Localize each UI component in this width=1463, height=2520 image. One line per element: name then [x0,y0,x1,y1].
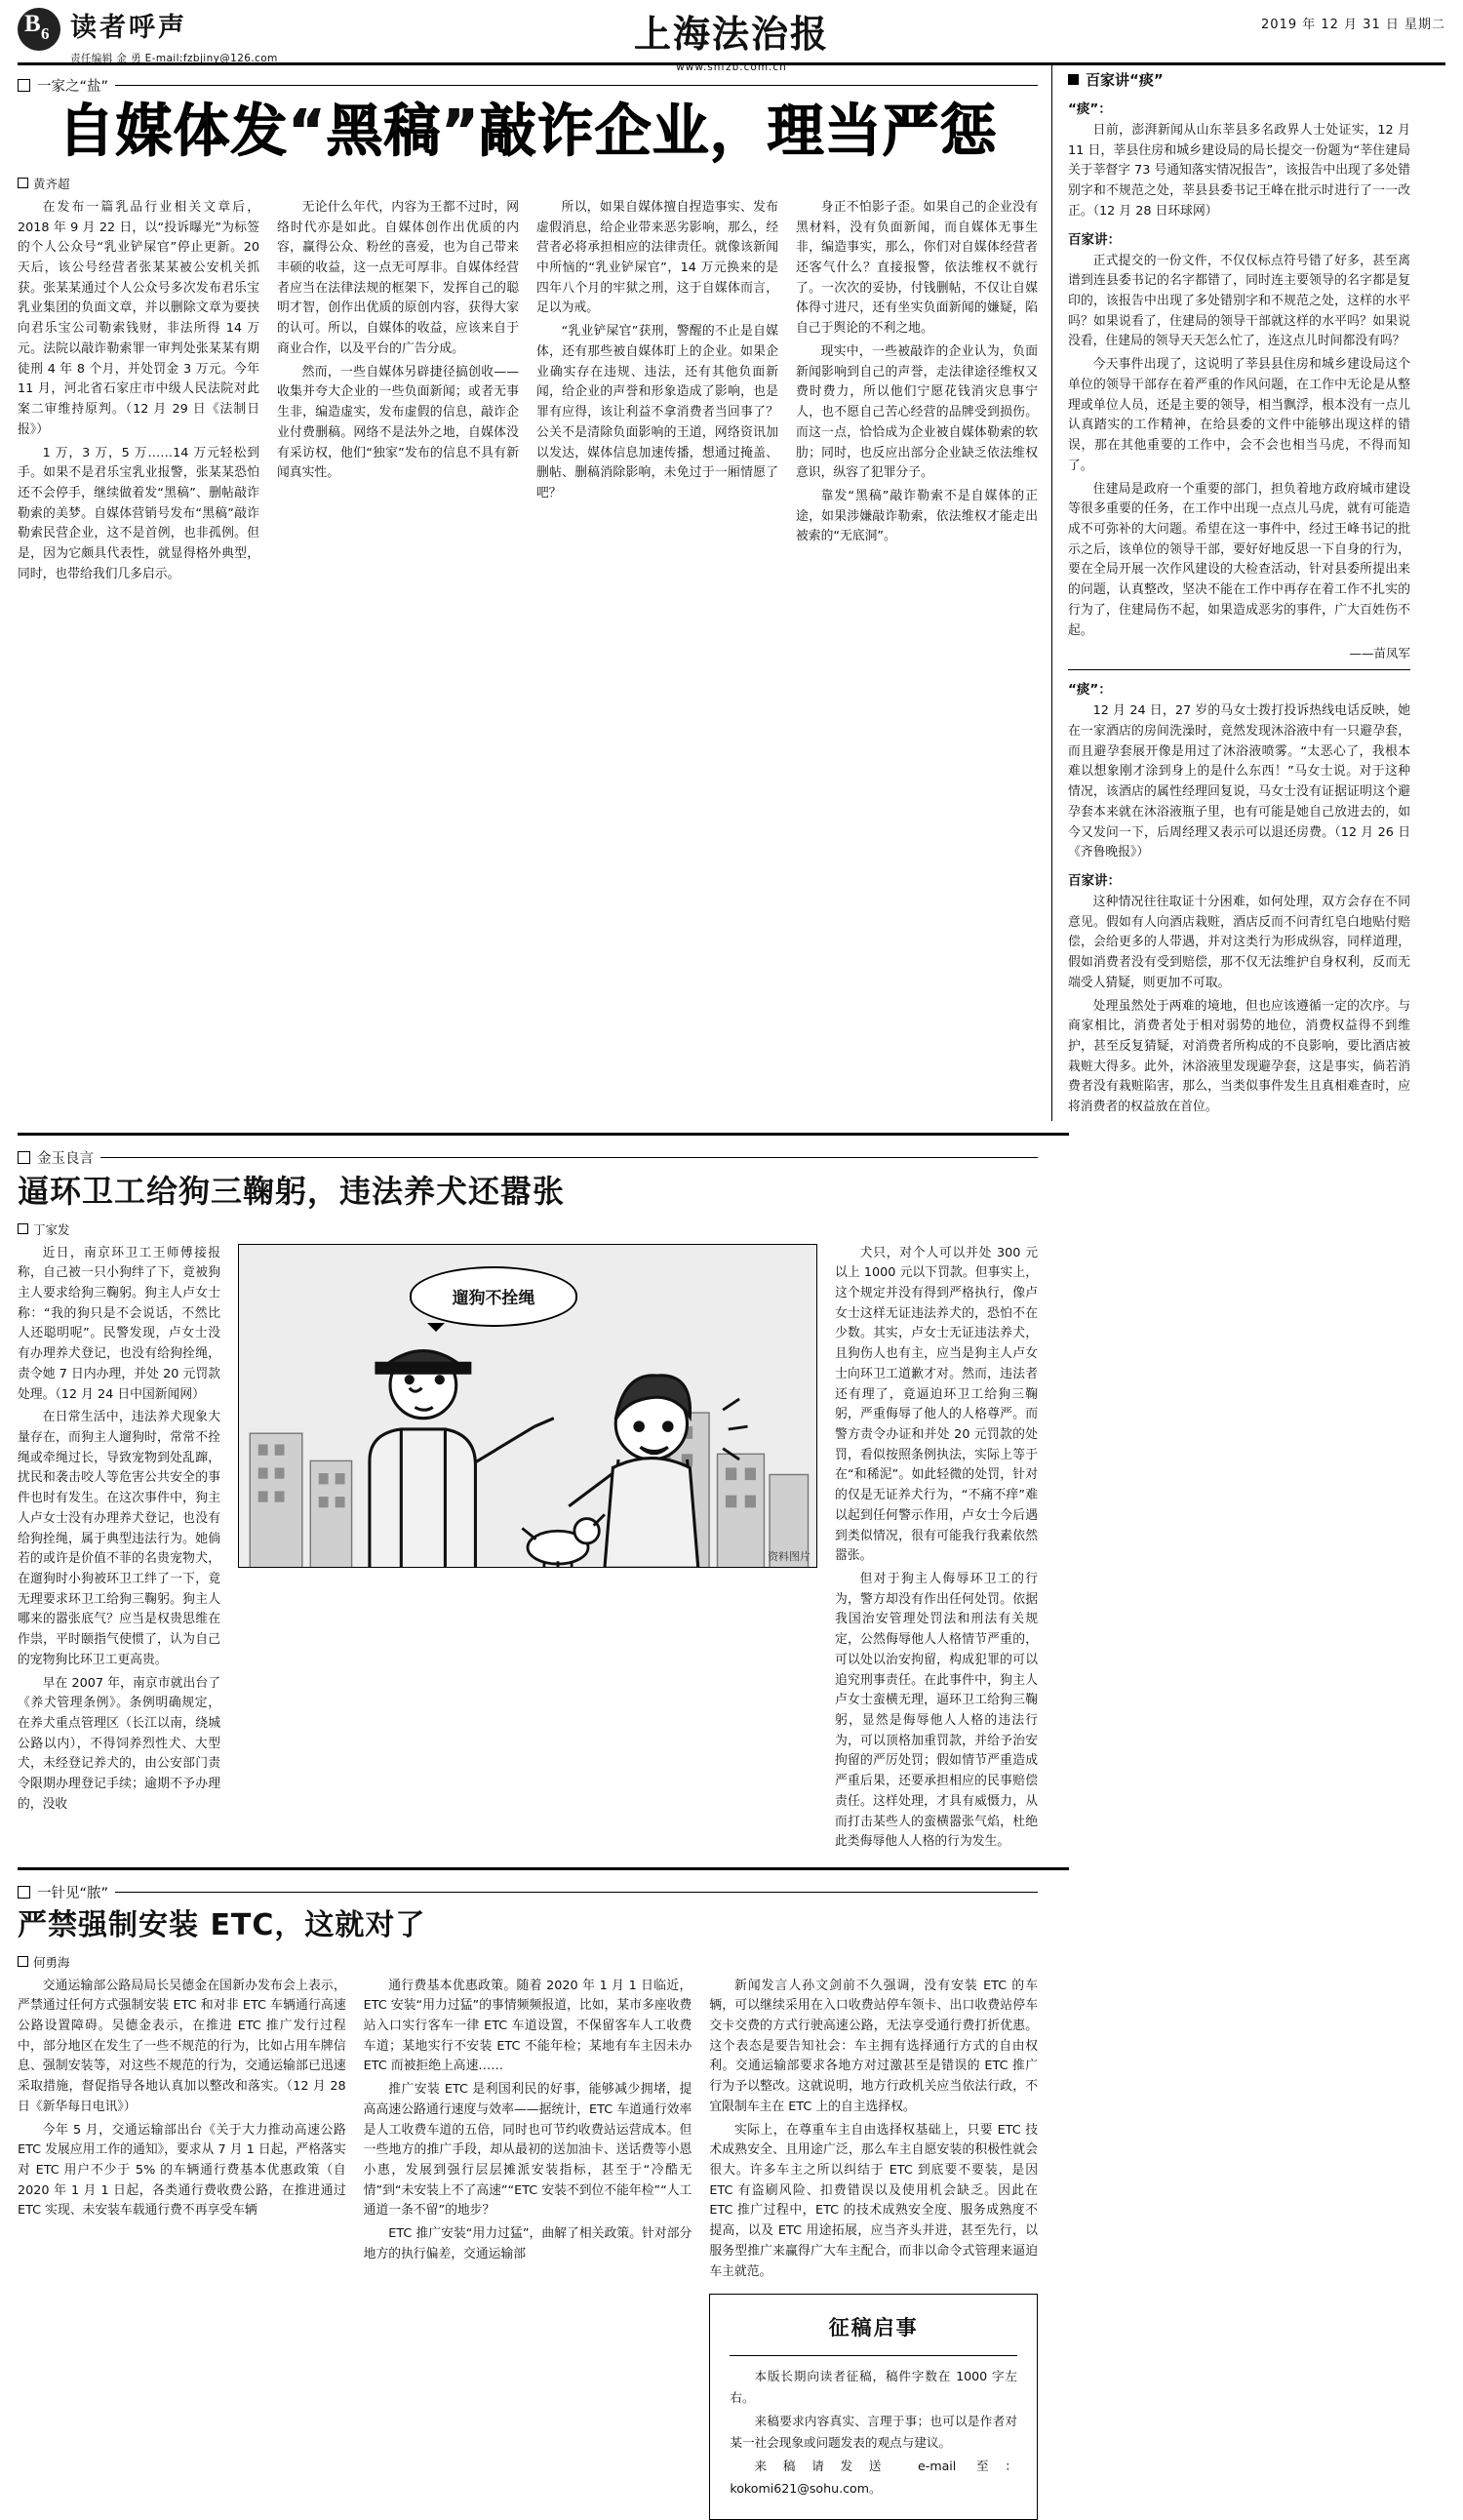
kicker-rule [115,85,1038,86]
paragraph: 但对于狗主人侮辱环卫工的行为，警方却没有作出任何处罚。依据我国治安管理处罚法和刑法有关规定，公然侮辱他人人格情节严重的，可以处以治安拘留，构成犯罪的可以追究刑事责任。在此事件中，狗主人卢女士蛮横无理，逼环卫工给狗三鞠躬，显然是侮辱他人人格的违法行为，可以顶格加重罚款，并给予治安拘留的严厉处罚；假如情节严重造成严重后果，还要承担相应的民事赔偿责任。这样处理，才具有威慑力，从而打击某些人的蛮横嚣张气焰，杜绝此类侮辱他人人格的行为发生。 [835,1572,1038,1850]
square-bullet-icon [18,79,30,92]
divider [18,1133,1069,1136]
cartoon-illustration [238,1244,817,1568]
page-number: 6 [41,24,50,43]
paragraph: 无论什么年代，内容为王都不过时，网络时代亦是如此。自媒体创作出优质的内容，赢得公众、粉丝的喜爱，也为自己带来丰硕的收益，这一点无可厚非。自媒体经营者应当在法律法规的框架下，发挥自己的聪明才智，创作出优质的原创内容，获得大家的认可。所以，自媒体的收益，应该来自于商业合作，以及平台的广告分成。 [277,199,519,356]
sidebar-signature: ——苗凤军 [1349,646,1410,661]
sidebar-kicker [1068,69,1410,90]
byline-bullet-icon [18,1223,28,1234]
sidebar-column [1051,65,1410,1121]
paragraph: 在日常生活中，违法养犬现象大量存在，而狗主人遛狗时，常常不拴绳或牵绳过长，导致宠物到处乱蹿，扰民和袭击咬人等危害公共安全的事件也时有发生。在这次事件中，狗主人卢女士没有办理养犬登记，也没有给狗拴绳，属于典型违法行为。她倘若的或许是价值不菲的名贵宠物犬，在遛狗时小狗被环卫工绊了一下，竟无理要求环卫工给狗三鞠躬。狗主人哪来的嚣张底气？应当是权贵思维在作祟，平时颐指气使惯了，认为自己的宠物狗比环卫工更高贵。 [18,1410,220,1667]
story-dog-headline: 逼环卫工给狗三鞠躬，违法养犬还嚣张 [18,1172,566,1210]
paragraph: 靠发“黑稿”敲诈勒索不是自媒体的正途，如果涉嫌敲诈勒索，依法维权才能走出被索的“无底洞”。 [796,488,1038,544]
divider [730,2355,1017,2356]
paragraph: 在发布一篇乳品行业相关文章后，2018 年 9 月 22 日，以“投诉曝光”为标签的个人公众号“乳业铲屎官”停止更新。20 天后，该公号经营者张某某被公安机关抓获。张某某通过个人公众号多次发布君乐宝乳业集团的负面文章，并以删除文章为要挟向君乐宝公司勒索钱财，非法所得 14 万元。法院以敲诈勒索罪一审判处张某某有期徒刑 4 年 8 个月，并处罚金 3 万元。今年 11 月，河北省石家庄市中级人民法院对此案二审维持原判。（12 月 29 日《法制日报》） [18,199,259,437]
paragraph: 实际上，在尊重车主自由选择权基础上，只要 ETC 技术成熟安全、且用途广泛，那么车主自愿安装的积极性就会很大。许多车主之所以纠结于 ETC 到底要不要装，是因 ETC 有盗刷风险、扣费错误以及使用机会缺乏。因此在 ETC 推广过程中，ETC 的技术成熟安全度、服务成熟度不提高，以及 ETC 用途拓展，应当齐头并进，甚至先行，以服务型推广来赢得广大车主配合，而非以命令式管理来逼迫车主就范。 [709,2122,1039,2279]
paragraph: 近日，南京环卫工王师傅接报称，自己被一只小狗绊了下，竟被狗主人要求给狗三鞠躬。狗主人卢女士称：“我的狗只是不会说话，不然比人还聪明呢”。民警发现，卢女士没有办理养犬登记，也没有给狗拴绳，责令她 7 日内办理，并处 20 元罚款处理。（12 月 24 日中国新闻网） [18,1245,220,1402]
story-lead [18,65,1051,1121]
sidebar-kicker-text: 百家讲“痰” [1086,71,1164,89]
kicker-text: 一家之“盐” [37,79,109,95]
newspaper-page [0,6,1463,2496]
kicker-rule [100,1157,1038,1158]
photo-caption: 资料图片 [768,1549,811,1563]
call-for-papers-line: 本版长期向读者征稿，稿件字数在 1000 字左右。 [730,2369,1018,2406]
paragraph: 今天事件出现了，这说明了莘县县住房和城乡建设局这个单位的领导干部存在着严重的作风问题，在工作中无论是从整理或单位人员，还是主要的领导，相当飘浮，根本没有一点儿认真踏实的工作精神，在给县委的文件中能够出现这样的错误，那在其他重要的工作中，会不会也相当马虎，不得而知了。 [1068,357,1410,473]
paragraph: 1 万，3 万，5 万……14 万元轻松到手。如果不是君乐宝乳业报警，张某某恐怕还不会停手，继续做着发“黑稿”、删帖敲诈勒索的美梦。自媒体营销号发布“黑稿”敲诈勒索民营企业，这不是首例，也非孤例。但是，因为它颇具代表性，就显得格外典型，同时，也带给我们几多启示。 [18,445,259,581]
byline-name: 黄齐超 [33,176,70,191]
sidebar-topic-2: “痰”： [1068,682,1112,699]
story-lead-kicker [18,75,1038,96]
kicker-text: 一针见“脓” [37,1886,109,1902]
masthead [18,6,1445,73]
story-dog-col-3 [835,1244,1038,1857]
story-lead-headline: 自媒体发“黑稿”敲诈企业，理当严惩 [58,98,998,164]
story-dog-col-1 [18,1244,220,1857]
paragraph: 所以，如果自媒体擅自捏造事实、发布虚假消息，给企业带来恶劣影响，那么，经营者必将承担相应的法律责任。就像该新闻中所恼的“乳业铲屎官”，14 万元换来的是四年八个月的牢狱之刑，这于自媒体而言，足以为戒。 [536,199,778,316]
paragraph: 现实中，一些被敲诈的企业认为，负面新闻影响到自己的声誉，走法律途径维权又费时费力，所以他们宁愿花钱消灾息事宁人，也不愿自己苦心经营的品牌受到损伤。而这一点，恰恰成为企业被自媒体勒索的软肋；同时，也反应出部分企业缺乏依法维权意识，纵容了犯罪分子。 [796,343,1038,481]
paragraph: 早在 2007 年，南京市就出台了《养犬管理条例》。条例明确规定，在养犬重点管理区（长江以南，绕城公路以内），不得饲养烈性犬、大型犬，未经登记养犬的，由公安部门责令限期办理登记手续；逾期不予办理的，没收 [18,1675,220,1812]
paragraph: 身正不怕影子歪。如果自己的企业没有黑材料，没有负面新闻，而自媒体无事生非，编造事实，那么，你们对自媒体经营者还客气什么？直接报警，依法维权不就行了。一次次的妥协，付钱删帖，不仅让自媒体得寸进尺，还有坐实负面新闻的嫌疑，陷自己于舆论的不利之地。 [796,199,1038,337]
byline-name: 丁家发 [33,1221,70,1237]
paper-name: 上海法治报 [634,4,829,58]
page-letter: B [24,11,41,37]
call-for-papers-line: 来稿要求内容真实、言理于事；也可以是作者对某一社会现象或问题发表的观点与建议。 [730,2414,1018,2451]
story-lead-col-3 [536,198,778,588]
kicker-rule [115,1892,1038,1893]
paragraph: 通行费基本优惠政策。随着 2020 年 1 月 1 日临近，ETC 安装“用力过猛”的事情频频报道，比如，某市多座收费站入口实行客车一律 ETC 车道设置，不保留客车人工收费车道；某地实行不安装 ETC 不能年检；某地有车主因未办 ETC 而被拒绝上高速…… [363,1978,692,2074]
paragraph: 这种情况往往取证十分困难，如何处理，双方会存在不同意见。假如有人向酒店栽赃，酒店反而不问青红皂白地贴付赔偿，会给更多的人带遇，并对这类行为形成纵容，同样道理，假如消费者没有受到赔偿，那不仅无法维护自身权利，反而无端受人猜疑，则更加不可取。 [1068,895,1410,990]
square-bullet-icon [18,1151,30,1164]
paragraph: 处理虽然处于两难的境地，但也应该遵循一定的次序。与商家相比，消费者处于相对弱势的地位，消费权益得不到维护，甚至反复猜疑，对消费者所构成的不良影响，要比酒店被栽赃大得多。此外，沐浴液里发现避孕套，这是事实，倘若消费者没有栽赃陷害，那么，当类似事件发生且真相难查时，应将消费者的权益放在首位。 [1068,998,1410,1115]
byline-name: 何勇海 [33,1954,70,1970]
story-dog-byline [18,1220,1038,1238]
sidebar-label: 百家讲： [1068,231,1121,248]
page-body [18,65,1445,2520]
sidebar-label-2: 百家讲： [1068,873,1121,889]
story-etc-col-2 [364,1977,692,2520]
story-dog [18,1147,1051,1856]
paragraph: 住建局是政府一个重要的部门，担负着地方政府城市建设等很多重要的任务，在工作中出现一点点儿马虎，就有可能造成不可弥补的大问题。希望在这一事件中，经过王峰书记的批示之后，该单位的领导干部，要好好地反思一下自身的行为，要在全局开展一次作风建设的大检查活动，针对县委所提出来的问题，认真整改，坚决不能在工作中再存在着工作不扎实的行为了，住建局伤不起，如果造成恶劣的事件，广大百姓伤不起。 [1068,481,1410,638]
kicker-text: 金玉良言 [37,1150,94,1167]
sidebar-intro: 日前，澎湃新闻从山东莘县多名政界人士处证实，12 月 11 日，莘县住房和城乡建设局的局长提交一份题为“莘住建局关于莘督字 73 号通知落实情况报告”，该报告中出现了多处错别字和不规范之处，莘县县委书记王峰在批示时进行了一一改正。（12 月 28 日环球网） [1068,123,1410,219]
paragraph: 推广安装 ETC 是利国利民的好事，能够减少拥堵，提高高速公路通行速度与效率——据统计，ETC 车道通行效率是人工收费车道的五倍，同时也可节约收费站运营成本。但一些地方的推广手段，却从最初的送加油卡、送话费等小恩小惠，发展到强行层层摊派安装指标，甚至于“冷酷无情”到“未安装上不了高速”“ETC 安装不到位不能年检”“人工通道一条不留”的地步？ [363,2082,692,2219]
call-for-papers-line: 来稿请发送 e-mail 至：kokomi621@sohu.com。 [730,2459,1018,2496]
story-lead-col-1 [18,198,259,588]
story-dog-columns [18,1244,1038,1857]
paragraph: 然而，一些自媒体另辟捷径搞创收——收集并夸大企业的一些负面新闻；或者无事生非，编造虚实，发布虚假的信息，敲诈企业付费删稿。网络不是法外之地，自媒体没有采访权，他们“独家”发布的信息不具有新闻真实性。 [277,364,519,481]
section-title: 读者呼声 [70,13,187,43]
story-lead-col-2 [277,198,519,588]
page-number-badge [18,8,60,51]
cartoon-wrap [238,1244,817,1857]
paragraph: “乳业铲屎官”获刑，警醒的不止是自媒体，还有那些被自媒体盯上的企业。如果企业确实存在违规、违法，还有其他负面新闻，给企业的声誉和形象造成了影响，也是罪有应得，该让利益不拿消费者当回事了？公关不是清除负面影响的王道，网络资讯加以发达，媒体信息加速传播，想通过掩盖、删帖、删稿消除影响，未免过于一厢情愿了吧？ [536,324,778,500]
paragraph: 正式提交的一份文件，不仅仅标点符号错了好多，甚至离谱到连县委书记的名字都错了，同时连主要领导的名字都是复印的，该报告中出现了多处错别字和不规范之处，这样的水平吗？如果说看了，住建局的领导干部就这样的水平吗？如果说没看，住建局的领导天天怎么忙了，连这点儿时间都没有吗？ [1068,253,1410,349]
story-etc-columns [18,1977,1038,2520]
masthead-left [18,6,278,65]
story-etc-kicker [18,1882,1038,1902]
story-etc-headline: 严禁强制安装 ETC，这就对了 [18,1908,426,1943]
paragraph: 新闻发言人孙文剑前不久强调，没有安装 ETC 的车辆，可以继续采用在入口收费站停车领卡、出口收费站停车交卡交费的方式行驶高速公路，无法享受通行费打折优惠。这个表态是要告知社会：车主拥有选择通行方式的自由权利。交通运输部要求各地方对过激甚至是错误的 ETC 推广行为予以整改。这就说明，地方行政机关应当依法行政，不宜限制车主在 ETC 上的自主选择权。 [709,1978,1039,2114]
section-block [70,6,278,65]
issue-date: 2019 年 12 月 31 日 星期二 [1261,18,1445,32]
speech-bubble: 遛狗不拴绳 [410,1266,577,1327]
story-lead-region [18,65,1445,1121]
paragraph: ETC 推广安装“用力过猛”，曲解了相关政策。针对部分地方的执行偏差，交通运输部 [363,2226,692,2261]
editor-line: 责任编辑 金 勇 E-mail:fzbjiny@126.com [70,53,278,64]
story-dog-kicker [18,1147,1038,1168]
sidebar-topic: “痰”： [1068,101,1112,117]
divider [1068,669,1410,670]
paper-nameplate [634,4,829,73]
story-lead-byline [18,175,1038,192]
filled-square-icon [1068,74,1079,85]
square-bullet-icon [18,1886,30,1899]
story-etc-col-1 [18,1977,346,2520]
paragraph: 交通运输部公路局局长吴德金在国新办发布会上表示，严禁通过任何方式强制安装 ETC 和对非 ETC 车辆通行高速公路设置障碍。吴德金表示，在推进 ETC 推广发行过程中，部分地区在发生了一些不规范的行为，比如占用车牌信息、强制安装等，对这些不规范的行为，交通运输部已迅速采取措施，督促指导各地认真加以整改和落实。（12 月 28 日《新华每日电讯》） [18,1978,346,2114]
story-lead-col-4 [796,198,1038,588]
paragraph: 犬只，对个人可以并处 300 元以上 1000 元以下罚款。但事实上，这个规定并没有得到严格执行，像卢女士这样无证违法养犬的，恐怕不在少数。其实，卢女士无证违法养犬，且狗伤人也有主，应当是狗主人卢女士向环卫工道歉才对。然而，违法者还有理了，竟逼迫环卫工给狗三鞠躬，严重侮辱了他人的人格尊严。而警方责令办证和并处 20 元罚款的处罚，看似按照条例执法，实际上等于在“和稀泥”。如此轻微的处罚，针对的仅是无证养犬行为，“不痛不痒”难以起到任何警示作用，卢女士今后遇到类似情况，很有可能我行我素依然嚣张。 [835,1245,1038,1564]
story-etc [18,1882,1051,2519]
paragraph: 今年 5 月，交通运输部出台《关于大力推动高速公路 ETC 发展应用工作的通知》，要求从 7 月 1 日起，严格落实对 ETC 用户不少于 5% 的车辆通行费基本优惠政策（自 2020 年 1 月 1 日起，各类通行费收费公路，在推进通过 ETC 实现、未安装车载通行费不再享受车辆 [18,2122,346,2219]
sidebar-intro-2: 12 月 24 日，27 岁的马女士拨打投诉热线电话反映，她在一家酒店的房间洗澡时，竟然发现沐浴液中有一只避孕套，而且避孕套展开像是用过了沐浴液喷雾。“太恶心了，我根本难以想象刚才涂到身上的是什么东西！”马女士说。对于这种情况，该酒店的属性经理回复说，马女士没有证据证明这个避孕套本来就在沐浴液瓶子里，也有可能是她自己放进去的，如今又发问一下，后周经理又表示可以退还房费。（12 月 26 日《齐鲁晚报》） [1068,703,1410,860]
divider [18,1867,1069,1870]
paper-url: www.shfzb.com.cn [676,61,787,73]
call-for-papers-box [709,2294,1038,2519]
byline-bullet-icon [18,1956,28,1967]
story-etc-byline [18,1953,1038,1971]
byline-bullet-icon [18,178,28,188]
story-lead-columns [18,198,1038,588]
call-for-papers-title: 征稿启事 [828,2316,919,2340]
story-etc-col-3 [709,1977,1038,2520]
